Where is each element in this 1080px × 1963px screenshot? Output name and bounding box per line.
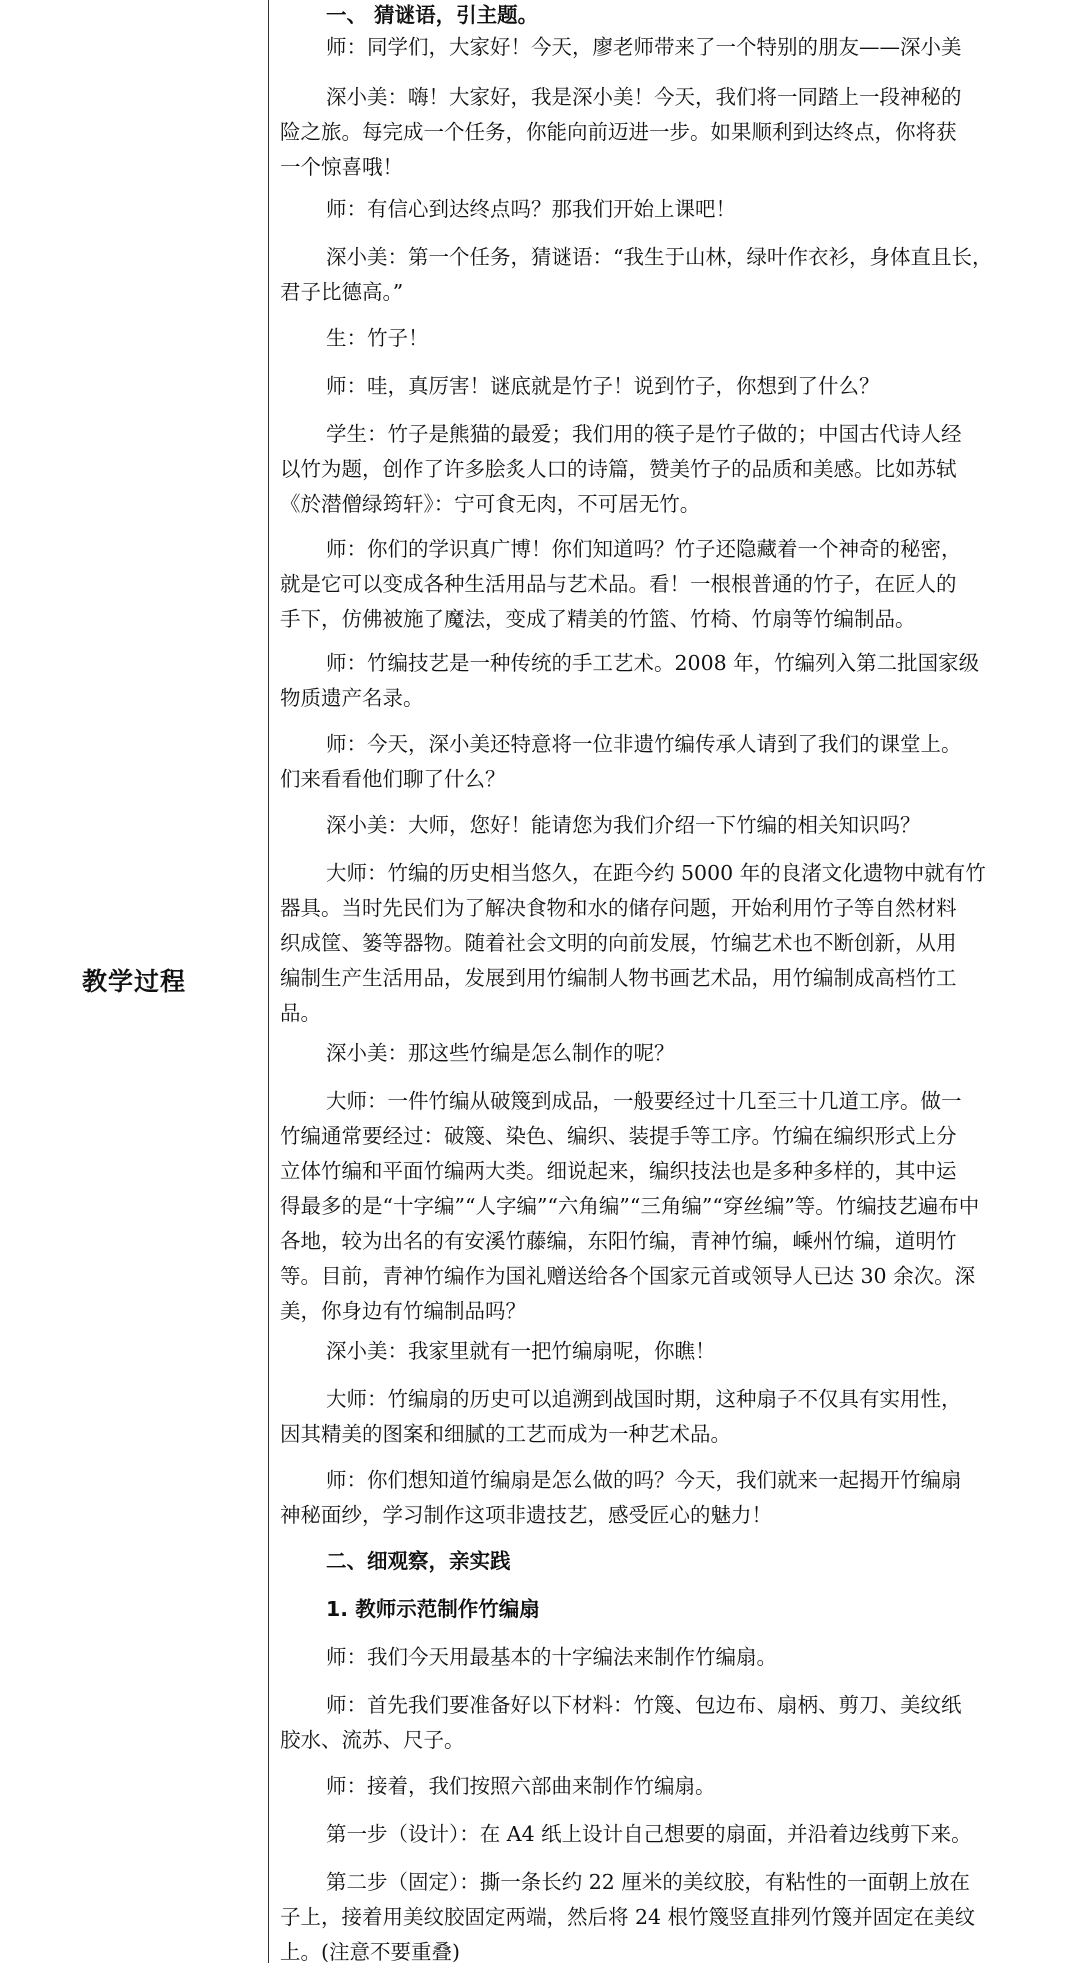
text-line: 第二步（固定）：撕一条长约 22 厘米的美纹胶，有粘性的一面朝上放在	[326, 1870, 970, 1894]
text-line: 美，你身边有竹编制品吗？	[280, 1299, 526, 1323]
paragraph	[280, 1036, 1080, 1071]
paragraph	[280, 856, 1080, 1031]
text-line: 大师：一件竹编从破篾到成品，一般要经过十几至三十几道工序。做一	[326, 1089, 962, 1113]
text-line: 大师：竹编扇的历史可以追溯到战国时期，这种扇子不仅具有实用性，	[326, 1387, 962, 1411]
text-line: 竹编通常要经过：破篾、染色、编织、装提手等工序。竹编在编织形式上分	[280, 1124, 957, 1148]
text-line: 织成筐、篓等器物。随着社会文明的向前发展，竹编艺术也不断创新，从用	[280, 931, 957, 955]
text-line: 《於潜僧绿筠轩》：宁可食无肉，不可居无竹。	[280, 492, 701, 516]
text-line: 生：竹子！	[326, 326, 429, 350]
text-line: 手下，仿佛被施了魔法，变成了精美的竹篮、竹椅、竹扇等竹编制品。	[280, 607, 916, 631]
lesson-content-cell	[280, 0, 1080, 1963]
paragraph	[280, 1817, 1080, 1852]
paragraph	[280, 1688, 1080, 1758]
text-line: 得最多的是“十字编”“人字编”“六角编”“三角编”“穿丝编”等。竹编技艺遍布中	[280, 1194, 980, 1218]
paragraph	[280, 30, 1080, 65]
paragraph	[280, 240, 1080, 310]
paragraph	[280, 417, 1080, 522]
text-line: 深小美：第一个任务，猜谜语：“我生于山林，绿叶作衣衫，身体直且长，	[326, 245, 993, 269]
text-line: 一、 猜谜语，引主题。	[326, 3, 539, 27]
section-label: 教学过程	[81, 967, 186, 996]
text-line: 师：竹编技艺是一种传统的手工艺术。2008 年，竹编列入第二批国家级	[326, 651, 980, 675]
paragraph	[280, 321, 1080, 356]
text-line: 师：你们的学识真广博！你们知道吗？竹子还隐藏着一个神奇的秘密，	[326, 537, 962, 561]
text-line: 大师：竹编的历史相当悠久，在距今约 5000 年的良渚文化遗物中就有竹	[326, 861, 986, 885]
text-line: 师：有信心到达终点吗？那我们开始上课吧！	[326, 197, 736, 221]
text-line: 深小美：那这些竹编是怎么制作的呢？	[326, 1041, 675, 1065]
section-heading	[280, 1544, 1080, 1579]
text-line: 品。	[280, 1001, 321, 1025]
text-line: 深小美：我家里就有一把竹编扇呢，你瞧！	[326, 1339, 716, 1363]
text-line: 师：我们今天用最基本的十字编法来制作竹编扇。	[326, 1645, 777, 1669]
text-line: 物质遗产名录。	[280, 686, 424, 710]
text-line: 二、细观察，亲实践	[326, 1549, 511, 1573]
text-line: 一个惊喜哦！	[280, 155, 403, 179]
text-line: 师：首先我们要准备好以下材料：竹篾、包边布、扇柄、剪刀、美纹纸	[326, 1693, 962, 1717]
text-line: 子上，接着用美纹胶固定两端，然后将 24 根竹篾竖直排列竹篾并固定在美纹	[280, 1905, 976, 1929]
text-line: 深小美：大师，您好！能请您为我们介绍一下竹编的相关知识吗？	[326, 813, 921, 837]
text-line: 第一步（设计）：在 A4 纸上设计自己想要的扇面，并沿着边线剪下来。	[326, 1822, 972, 1846]
paragraph	[280, 1640, 1080, 1675]
paragraph	[280, 1865, 1080, 1963]
paragraph	[280, 1463, 1080, 1533]
section-heading	[280, 0, 1080, 33]
text-line: 器具。当时先民们为了解决食物和水的储存问题，开始利用竹子等自然材料	[280, 896, 957, 920]
text-line: 编制生产生活用品，发展到用竹编制人物书画艺术品，用竹编制成高档竹工	[280, 966, 957, 990]
text-line: 上。(注意不要重叠)	[280, 1940, 460, 1963]
paragraph	[280, 1084, 1080, 1329]
text-line: 险之旅。每完成一个任务，你能向前迈进一步。如果顺利到达终点，你将获	[280, 120, 957, 144]
text-line: 胶水、流苏、尺子。	[280, 1728, 465, 1752]
text-line: 神秘面纱，学习制作这项非遗技艺，感受匠心的魅力！	[280, 1503, 772, 1527]
text-line: 师：接着，我们按照六部曲来制作竹编扇。	[326, 1774, 716, 1798]
text-line: 师：哇，真厉害！谜底就是竹子！说到竹子，你想到了什么？	[326, 374, 880, 398]
text-line: 因其精美的图案和细腻的工艺而成为一种艺术品。	[280, 1422, 731, 1446]
section-heading	[280, 1592, 1080, 1627]
paragraph	[280, 1769, 1080, 1804]
paragraph	[280, 192, 1080, 227]
text-line: 立体竹编和平面竹编两大类。细说起来，编织技法也是多种多样的，其中运	[280, 1159, 957, 1183]
paragraph	[280, 80, 1080, 185]
text-line: 1. 教师示范制作竹编扇	[326, 1597, 540, 1621]
text-line: 等。目前，青神竹编作为国礼赠送给各个国家元首或领导人已达 30 余次。深	[280, 1264, 976, 1288]
text-line: 深小美：嗨！大家好，我是深小美！今天，我们将一同踏上一段神秘的	[326, 85, 962, 109]
section-label-cell	[0, 0, 269, 1963]
paragraph	[280, 532, 1080, 637]
text-line: 就是它可以变成各种生活用品与艺术品。看！一根根普通的竹子，在匠人的	[280, 572, 957, 596]
paragraph	[280, 646, 1080, 716]
paragraph	[280, 1334, 1080, 1369]
paragraph	[280, 727, 1080, 797]
text-line: 以竹为题，创作了许多脍炙人口的诗篇，赞美竹子的品质和美感。比如苏轼	[280, 457, 957, 481]
paragraph	[280, 808, 1080, 843]
text-line: 学生：竹子是熊猫的最爱；我们用的筷子是竹子做的；中国古代诗人经	[326, 422, 962, 446]
text-line: 君子比德高。”	[280, 280, 404, 304]
text-line: 师：同学们，大家好！今天，廖老师带来了一个特别的朋友——深小美	[326, 35, 962, 59]
text-line: 们来看看他们聊了什么？	[280, 767, 506, 791]
text-line: 师：你们想知道竹编扇是怎么做的吗？今天，我们就来一起揭开竹编扇	[326, 1468, 962, 1492]
paragraph	[280, 1382, 1080, 1452]
text-line: 各地，较为出名的有安溪竹藤编，东阳竹编，青神竹编，嵊州竹编，道明竹	[280, 1229, 957, 1253]
paragraph	[280, 369, 1080, 404]
text-line: 师：今天，深小美还特意将一位非遗竹编传承人请到了我们的课堂上。	[326, 732, 962, 756]
